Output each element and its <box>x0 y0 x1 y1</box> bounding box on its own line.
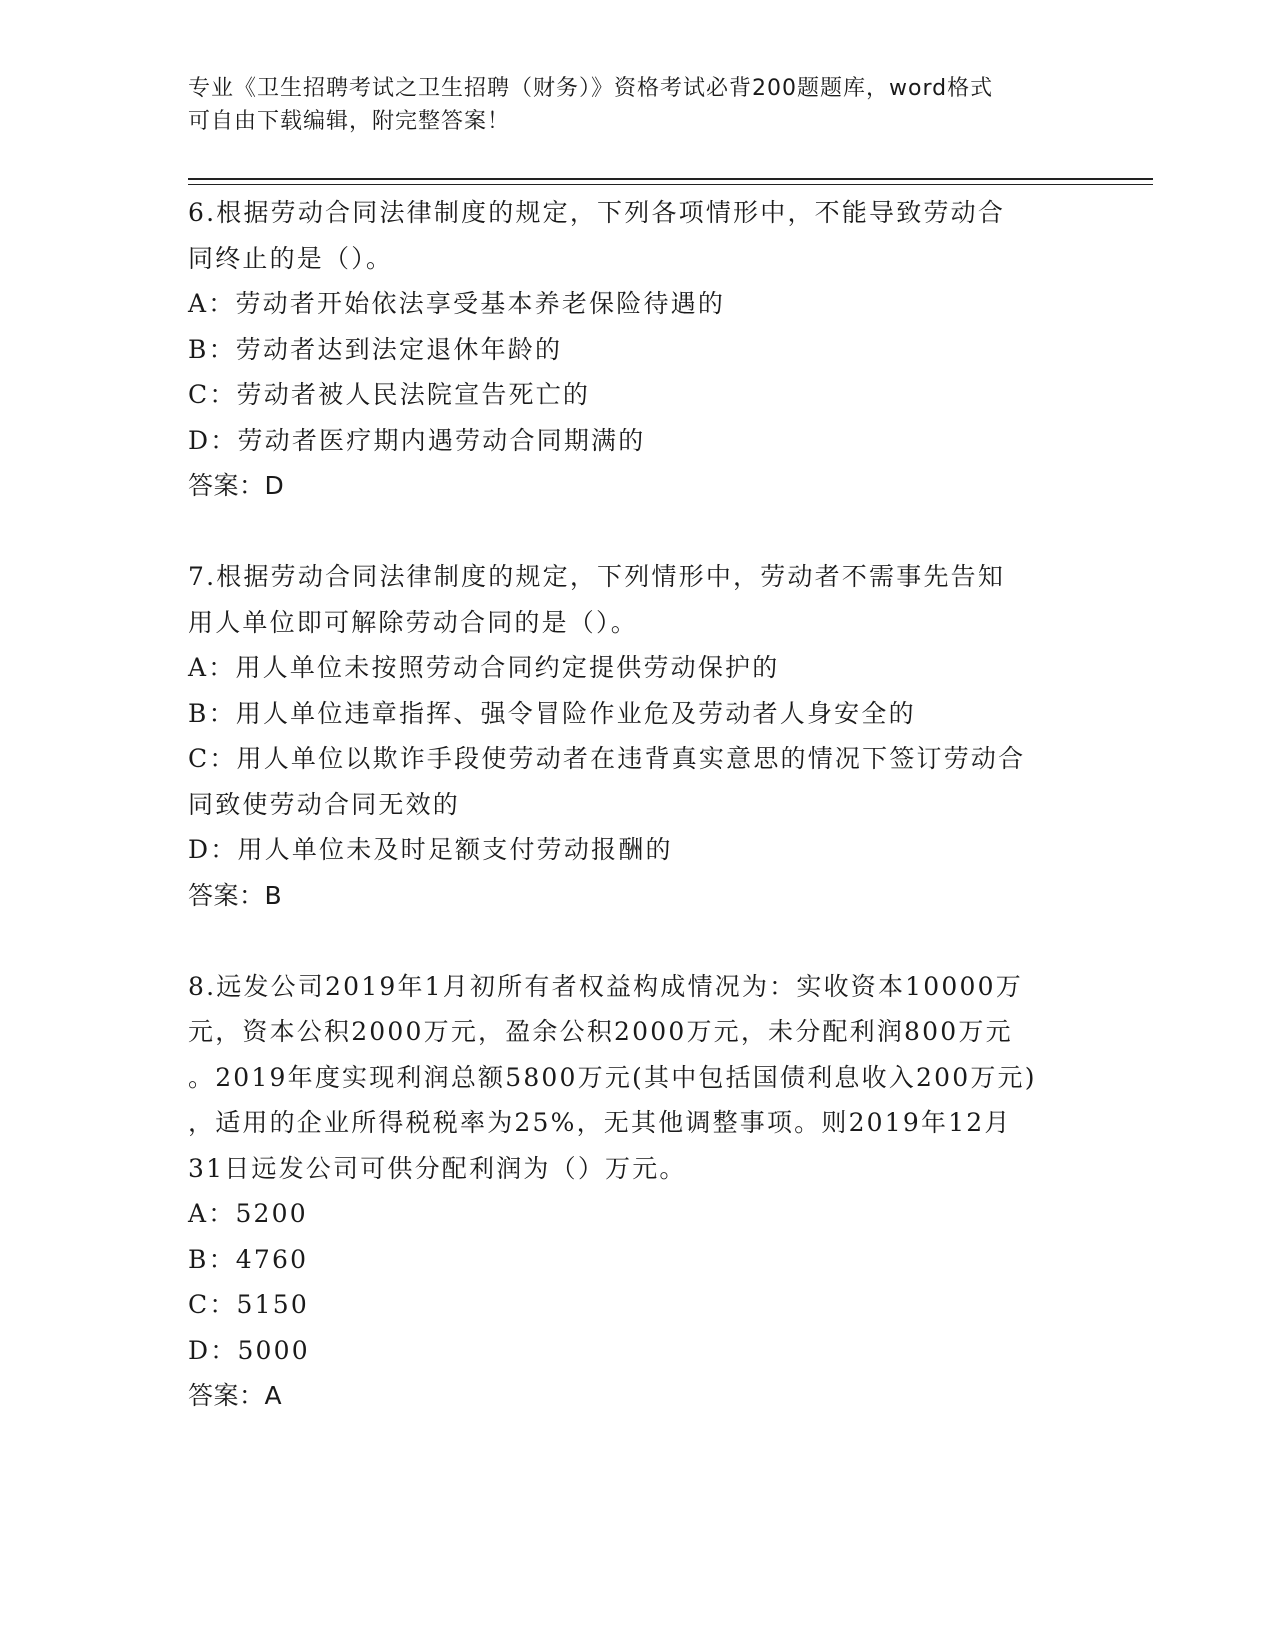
option-a: A：用人单位未按照劳动合同约定提供劳动保护的 <box>188 653 780 682</box>
document-header <box>188 72 1068 138</box>
option-d: D：劳动者医疗期内遇劳动合同期满的 <box>188 425 646 455</box>
question-stem-line: 用人单位即可解除劳动合同的是（）。 <box>188 607 638 637</box>
question-list <box>188 190 1088 1464</box>
option-b: B：4760 <box>188 1244 309 1274</box>
option-c: C：用人单位以欺诈手段使劳动者在违背真实意思的情况下签订劳动合 <box>188 744 1026 773</box>
option-b: B：劳动者达到法定退休年龄的 <box>188 334 563 364</box>
option-a: A：5200 <box>188 1199 308 1228</box>
question-7 <box>188 554 1088 918</box>
question-8 <box>188 964 1088 1419</box>
option-d: D：用人单位未及时足额支付劳动报酬的 <box>188 835 673 864</box>
question-stem-line: 8.远发公司2019年1月初所有者权益构成情况为：实收资本10000万 <box>188 971 1023 1001</box>
question-stem-line: ，适用的企业所得税税率为25%，无其他调整事项。则2019年12月 <box>188 1108 1012 1137</box>
option-c-continued: 同致使劳动合同无效的 <box>188 789 461 819</box>
question-6 <box>188 190 1088 509</box>
header-line-2: 可自由下载编辑，附完整答案！ <box>188 109 511 134</box>
question-stem-line: 。2019年度实现利润总额5800万元(其中包括国债利息收入200万元) <box>188 1062 1037 1092</box>
answer-label: 答案：A <box>188 1381 283 1410</box>
answer-label: 答案：D <box>188 471 285 500</box>
question-stem-line: 元，资本公积2000万元，盈余公积2000万元，未分配利润800万元 <box>188 1017 1013 1046</box>
option-a: A：劳动者开始依法享受基本养老保险待遇的 <box>188 289 726 318</box>
header-divider-thin <box>188 184 1153 185</box>
option-b: B：用人单位违章指挥、强令冒险作业危及劳动者人身安全的 <box>188 698 916 728</box>
question-stem-line: 6.根据劳动合同法律制度的规定，下列各项情形中，不能导致劳动合 <box>188 198 1006 227</box>
question-stem-line: 7.根据劳动合同法律制度的规定，下列情形中，劳动者不需事先告知 <box>188 562 1006 591</box>
header-divider-thick <box>188 178 1153 180</box>
option-c: C：劳动者被人民法院宣告死亡的 <box>188 380 591 409</box>
option-d: D：5000 <box>188 1335 310 1365</box>
header-line-1: 专业《卫生招聘考试之卫生招聘（财务）》资格考试必背200题题库，word格式 <box>188 76 994 101</box>
question-stem-line: 31日远发公司可供分配利润为（）万元。 <box>188 1153 687 1183</box>
answer-label: 答案：B <box>188 880 283 910</box>
option-c: C：5150 <box>188 1290 309 1319</box>
question-stem-line: 同终止的是（）。 <box>188 243 394 273</box>
